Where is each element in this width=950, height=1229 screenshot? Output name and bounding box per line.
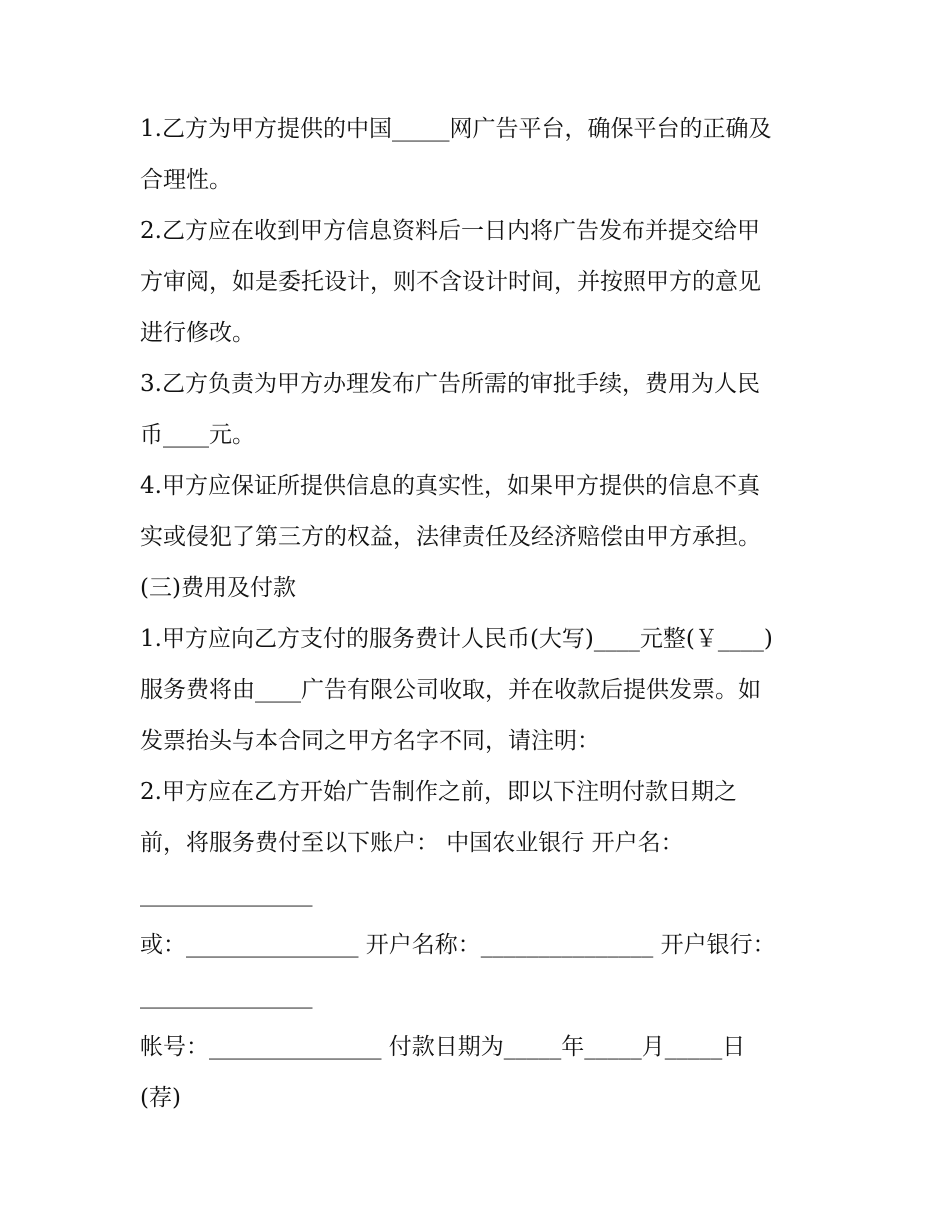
clause-4-line-2: 实或侵犯了第三方的权益，法律责任及经济赔偿由甲方承担。 [140,524,761,550]
payment-clause-2-line-2: 前，将服务费付至以下账户： 中国农业银行 开户名： [140,830,684,856]
trailing-note: (荐) [140,1085,181,1111]
clause-3-line-2: 币____元。 [140,422,255,448]
clause-1-line-1: 1.乙方为甲方提供的中国_____网广告平台，确保平台的正确及 [140,116,772,142]
section-heading-fees: (三)费用及付款 [140,575,296,601]
clause-3-line-1: 3.乙方负责为甲方办理发布广告所需的审批手续，费用为人民 [140,371,760,397]
clause-2-line-2: 方审阅，如是委托设计，则不含设计时间，并按照甲方的意见 [140,269,761,295]
clause-2-line-3: 进行修改。 [140,320,255,346]
clause-2-line-1: 2.乙方应在收到甲方信息资料后一日内将广告发布并提交给甲 [140,218,760,244]
payment-clause-2-line-1: 2.甲方应在乙方开始广告制作之前，即以下注明付款日期之 [140,779,737,805]
bank-name-blank: _______________ [140,983,313,1009]
clause-1-line-2: 合理性。 [140,167,232,193]
payment-clause-1-line-3: 发票抬头与本合同之甲方名字不同，请注明： [140,728,600,754]
document-body [140,104,830,1124]
account-name-blank: _______________ [140,881,313,907]
payment-clause-1-line-1: 1.甲方应向乙方支付的服务费计人民币(大写)____元整(￥____) [140,626,773,652]
clause-4-line-1: 4.甲方应保证所提供信息的真实性，如果甲方提供的信息不真 [140,473,760,499]
alternate-account-line: 或：_______________ 开户名称：_______________ 开户银行： [140,932,776,958]
payment-clause-1-line-2: 服务费将由____广告有限公司收取，并在收款后提供发票。如 [140,677,761,703]
account-number-and-date-line: 帐号：_______________ 付款日期为_____年_____月_____日 [140,1034,746,1060]
